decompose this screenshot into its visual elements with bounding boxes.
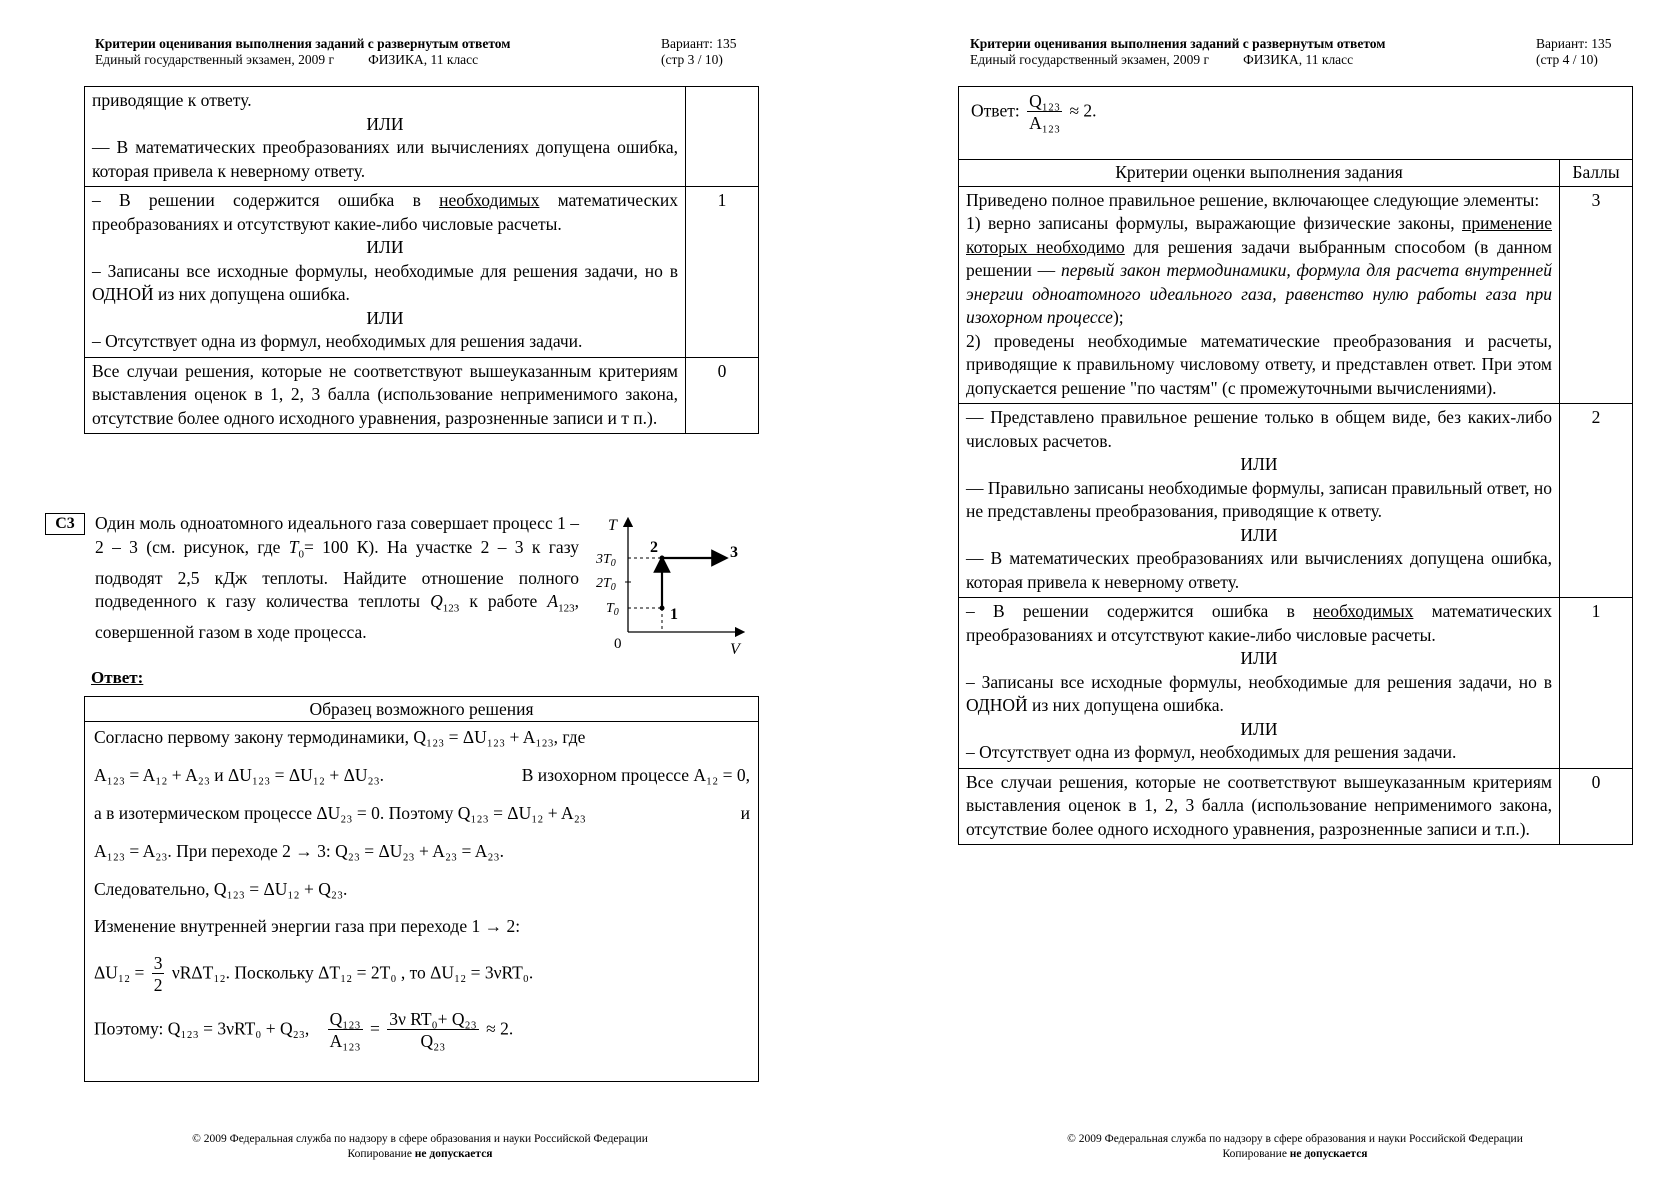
column-header-points: Баллы xyxy=(1560,160,1633,187)
score2-item-b: — Правильно записаны необходимые формулы, записан правильный ответ, но не представлены преобразования, приводящие к ответу. xyxy=(966,477,1552,521)
right-footer-copyright: © 2009 Федеральная служба по надзору в сфере образования и науки Российской Федерации xyxy=(1067,1133,1523,1145)
column-header-criteria: Критерии оценки выполнения задания xyxy=(959,160,1560,187)
left-footer xyxy=(110,1132,730,1162)
score2-item-a: — Представлено правильное решение только в общем виде, без каких-либо числовых расчетов. xyxy=(966,407,1552,451)
point-1 xyxy=(660,606,665,611)
score1-item-b: – Записаны все исходные формулы, необходимые для решения задачи, но в ОДНОЙ из них допущена ошибка. xyxy=(966,671,1552,715)
tick-t0 xyxy=(606,601,619,618)
left-header-exam xyxy=(95,52,478,68)
math-error-text: — В математических преобразованиях или вычислениях допущена ошибка, которая привела к неверному ответу. xyxy=(966,548,1552,592)
right-header-title: Критерии оценивания выполнения заданий с развернутым ответом xyxy=(970,36,1386,51)
or-label: ИЛИ xyxy=(1240,648,1278,668)
score1-criteria-cell xyxy=(85,187,686,358)
score-value: 0 xyxy=(1560,768,1633,845)
table-row xyxy=(85,357,759,434)
answer-row xyxy=(959,87,1633,160)
score1-item-c: – Отсутствует одна из формул, необходимых для решения задачи. xyxy=(92,331,583,351)
solution-line-4: A₁₂₃ = A₂₃. При переходе 2 → 3: Q₂₃ = ΔU₂₃ + A₂₃ = A₂₃. xyxy=(94,841,505,861)
point-1-label: 1 xyxy=(670,606,678,623)
point-3-label: 3 xyxy=(730,544,738,561)
solution-line-5: Следовательно, Q₁₂₃ = ΔU₁₂ + Q₂₃. xyxy=(94,879,348,899)
point-2-label: 2 xyxy=(650,539,658,556)
table-row xyxy=(959,186,1633,404)
score1-item-a: – В решении содержится ошибка в необходимых математических преобразованиях и отсутствуют какие-либо числовые расчеты. xyxy=(966,601,1553,645)
fraction-q-a: $\frac{\text{Q₁₂₃}}{\text{A₁₂₃}}$ xyxy=(329,1009,361,1051)
score3-point-1: 1) верно записаны формулы, выражающие физические законы, применение которых необходимо для решения задачи выбранным способом (в данном решении — первый закон термодинамики, формула для расчета внутренней энергии одноатомного идеального газа, равенство нулю работы газа при изохорном процессе); xyxy=(966,213,1552,327)
right-footer-copying: Копирование не допускается xyxy=(1222,1148,1368,1160)
answer-value: ≈ 2. xyxy=(1069,100,1097,121)
right-variant: Вариант: 135 xyxy=(1536,36,1612,51)
point-3 xyxy=(720,556,725,561)
point-2 xyxy=(660,556,665,561)
left-header-title: Критерии оценивания выполнения заданий с развернутым ответом xyxy=(95,36,511,51)
score-value: 1 xyxy=(686,187,759,358)
score1-item-c: – Отсутствует одна из формул, необходимых для решения задачи. xyxy=(966,742,1457,762)
or-label: ИЛИ xyxy=(366,237,404,257)
tick-2t0 xyxy=(596,576,616,593)
svg-text:3T0: $3T_0$ xyxy=(596,552,616,569)
process-graph xyxy=(590,512,750,662)
right-footer xyxy=(985,1132,1605,1162)
score2-continuation-cell xyxy=(85,87,686,187)
or-label: ИЛИ xyxy=(366,307,404,328)
left-footer-copyright: © 2009 Федеральная служба по надзору в сфере образования и науки Российской Федерации xyxy=(192,1133,648,1145)
or-label: ИЛИ xyxy=(1240,454,1278,474)
right-header-variant xyxy=(1536,36,1611,68)
fraction-result: $\frac{\text{3ν RT₀+ Q₂₃}}{\text{Q₂₃}}$ xyxy=(389,1009,477,1051)
solution-line-3: а в изотермическом процессе ΔU₂₃ = 0. Поэтому Q₁₂₃ = ΔU₁₂ + A₂₃ и xyxy=(94,803,750,823)
continuation-text: приводящие к ответу. xyxy=(92,90,252,110)
score3-point-2: 2) проведены необходимые математические преобразования и расчеты, приводящие к правильному числовому ответу, и представлен ответ. При этом допускается решение "по частям" (с промежуточными вычислениями). xyxy=(966,330,1552,398)
left-header-variant xyxy=(661,36,736,68)
score0-criteria-cell: Все случаи решения, которые не соответствуют вышеуказанным критериям выставления оценок в 1, 2, 3 балла (использование неприменимого закона, отсутствие более одного исходного уравнения, разрозненные записи и т п.). xyxy=(85,357,686,434)
solution-heading: Образец возможного решения xyxy=(85,697,758,722)
or-label: ИЛИ xyxy=(1240,718,1278,739)
score0-criteria-cell: Все случаи решения, которые не соответствуют вышеуказанным критериям выставления оценок в 1, 2, 3 балла (использование неприменимого закона, отсутствие более одного исходного уравнения, разрозненные записи и т.п.). xyxy=(959,768,1560,845)
or-label: ИЛИ xyxy=(1240,524,1278,545)
score1-criteria-cell xyxy=(959,598,1560,769)
t-axis-label: T xyxy=(608,517,617,534)
right-subject: ФИЗИКА, 11 класс xyxy=(1243,52,1354,67)
score1-item-a: – В решении содержится ошибка в необходимых математических преобразованиях и отсутствуют какие-либо числовые расчеты. xyxy=(92,190,679,234)
left-criteria-table xyxy=(84,86,759,434)
svg-text:T0: $T_0$ xyxy=(606,601,619,618)
score1-item-b: – Записаны все исходные формулы, необходимые для решения задачи, но в ОДНОЙ из них допущена ошибка. xyxy=(92,260,678,304)
left-exam-name: Единый государственный экзамен, 2009 г xyxy=(95,52,335,67)
score2-criteria-cell xyxy=(959,404,1560,598)
solution-line-8: Поэтому: Q₁₂₃ = 3νRT₀ + Q₂₃, $\frac{\text{Q₁₂₃}}{\text{A₁₂₃}}$ = $\frac{\text{3ν RT₀+ Q₂₃}}{\text{Q₂₃}}$ ≈ 2. xyxy=(94,1009,514,1051)
table-row xyxy=(959,768,1633,845)
solution-box xyxy=(84,696,759,1082)
answer-cell xyxy=(959,87,1633,160)
score-value: 1 xyxy=(1560,598,1633,769)
tick-3t0 xyxy=(595,552,616,569)
score-value: 0 xyxy=(686,357,759,434)
solution-line-7: ΔU₁₂ = $\frac{3}{2}$ νRΔT₁₂. Поскольку ΔT₁₂ = 2T₀ , то ΔU₁₂ = 3νRT₀. xyxy=(94,953,534,995)
right-page-number: (стр 4 / 10) xyxy=(1536,52,1598,67)
left-subject: ФИЗИКА, 11 класс xyxy=(368,52,479,67)
score-value: 2 xyxy=(1560,404,1633,598)
right-exam-name: Единый государственный экзамен, 2009 г xyxy=(970,52,1210,67)
right-header-exam xyxy=(970,52,1353,68)
table-row xyxy=(959,598,1633,769)
math-error-text: — В математических преобразованиях или вычислениях допущена ошибка, которая привела к неверному ответу. xyxy=(92,137,678,181)
left-variant: Вариант: 135 xyxy=(661,36,737,51)
score3-intro: Приведено полное правильное решение, включающее следующие элементы: xyxy=(966,189,1540,210)
task-label: С3 xyxy=(45,513,85,535)
origin-label: 0 xyxy=(614,636,622,652)
answer-label: Ответ: xyxy=(91,668,144,687)
left-page-number: (стр 3 / 10) xyxy=(661,52,723,67)
solution-line-1: Согласно первому закону термодинамики, Q₁₂₃ = ΔU₁₂₃ + A₁₂₃, где xyxy=(94,727,586,747)
score3-criteria-cell xyxy=(959,186,1560,404)
v-axis-label: V xyxy=(730,641,740,658)
answer-prefix: Ответ: xyxy=(971,100,1020,121)
fraction-3-2: $\frac{3}{2}$ xyxy=(153,953,163,995)
table-row xyxy=(959,404,1633,598)
table-row xyxy=(85,87,759,187)
left-footer-copying: Копирование не допускается xyxy=(347,1148,493,1160)
score-cell-empty xyxy=(686,87,759,187)
right-criteria-table xyxy=(958,86,1633,845)
task-text: Один моль одноатомного идеального газа совершает процесс 1 – 2 – 3 (см. рисунок, где $T_0= 100$ К). На участке 2 – 3 к газу подводят 2,5 кДж теплоты. Найдите отношение полного подведенного к газу количества теплоты $Q_{123}$ к работе $A_{123}$, совершенной газом в ходе процесса. xyxy=(95,513,579,642)
table-row xyxy=(85,187,759,358)
score-value: 3 xyxy=(1560,186,1633,404)
table-header-row xyxy=(959,160,1633,187)
svg-text:2T0: $2T_0$ xyxy=(596,576,616,593)
answer-fraction: $\frac{\text{Q₁₂₃}}{\text{A₁₂₃}}$ xyxy=(1029,91,1061,133)
solution-line-2: A₁₂₃ = A₁₂ + A₂₃ и ΔU₁₂₃ = ΔU₁₂ + ΔU₂₃. В изохорном процессе A₁₂ = 0, xyxy=(94,765,750,785)
solution-line-6: Изменение внутренней энергии газа при переходе 1 → 2: xyxy=(94,916,521,936)
or-label: ИЛИ xyxy=(366,113,404,134)
